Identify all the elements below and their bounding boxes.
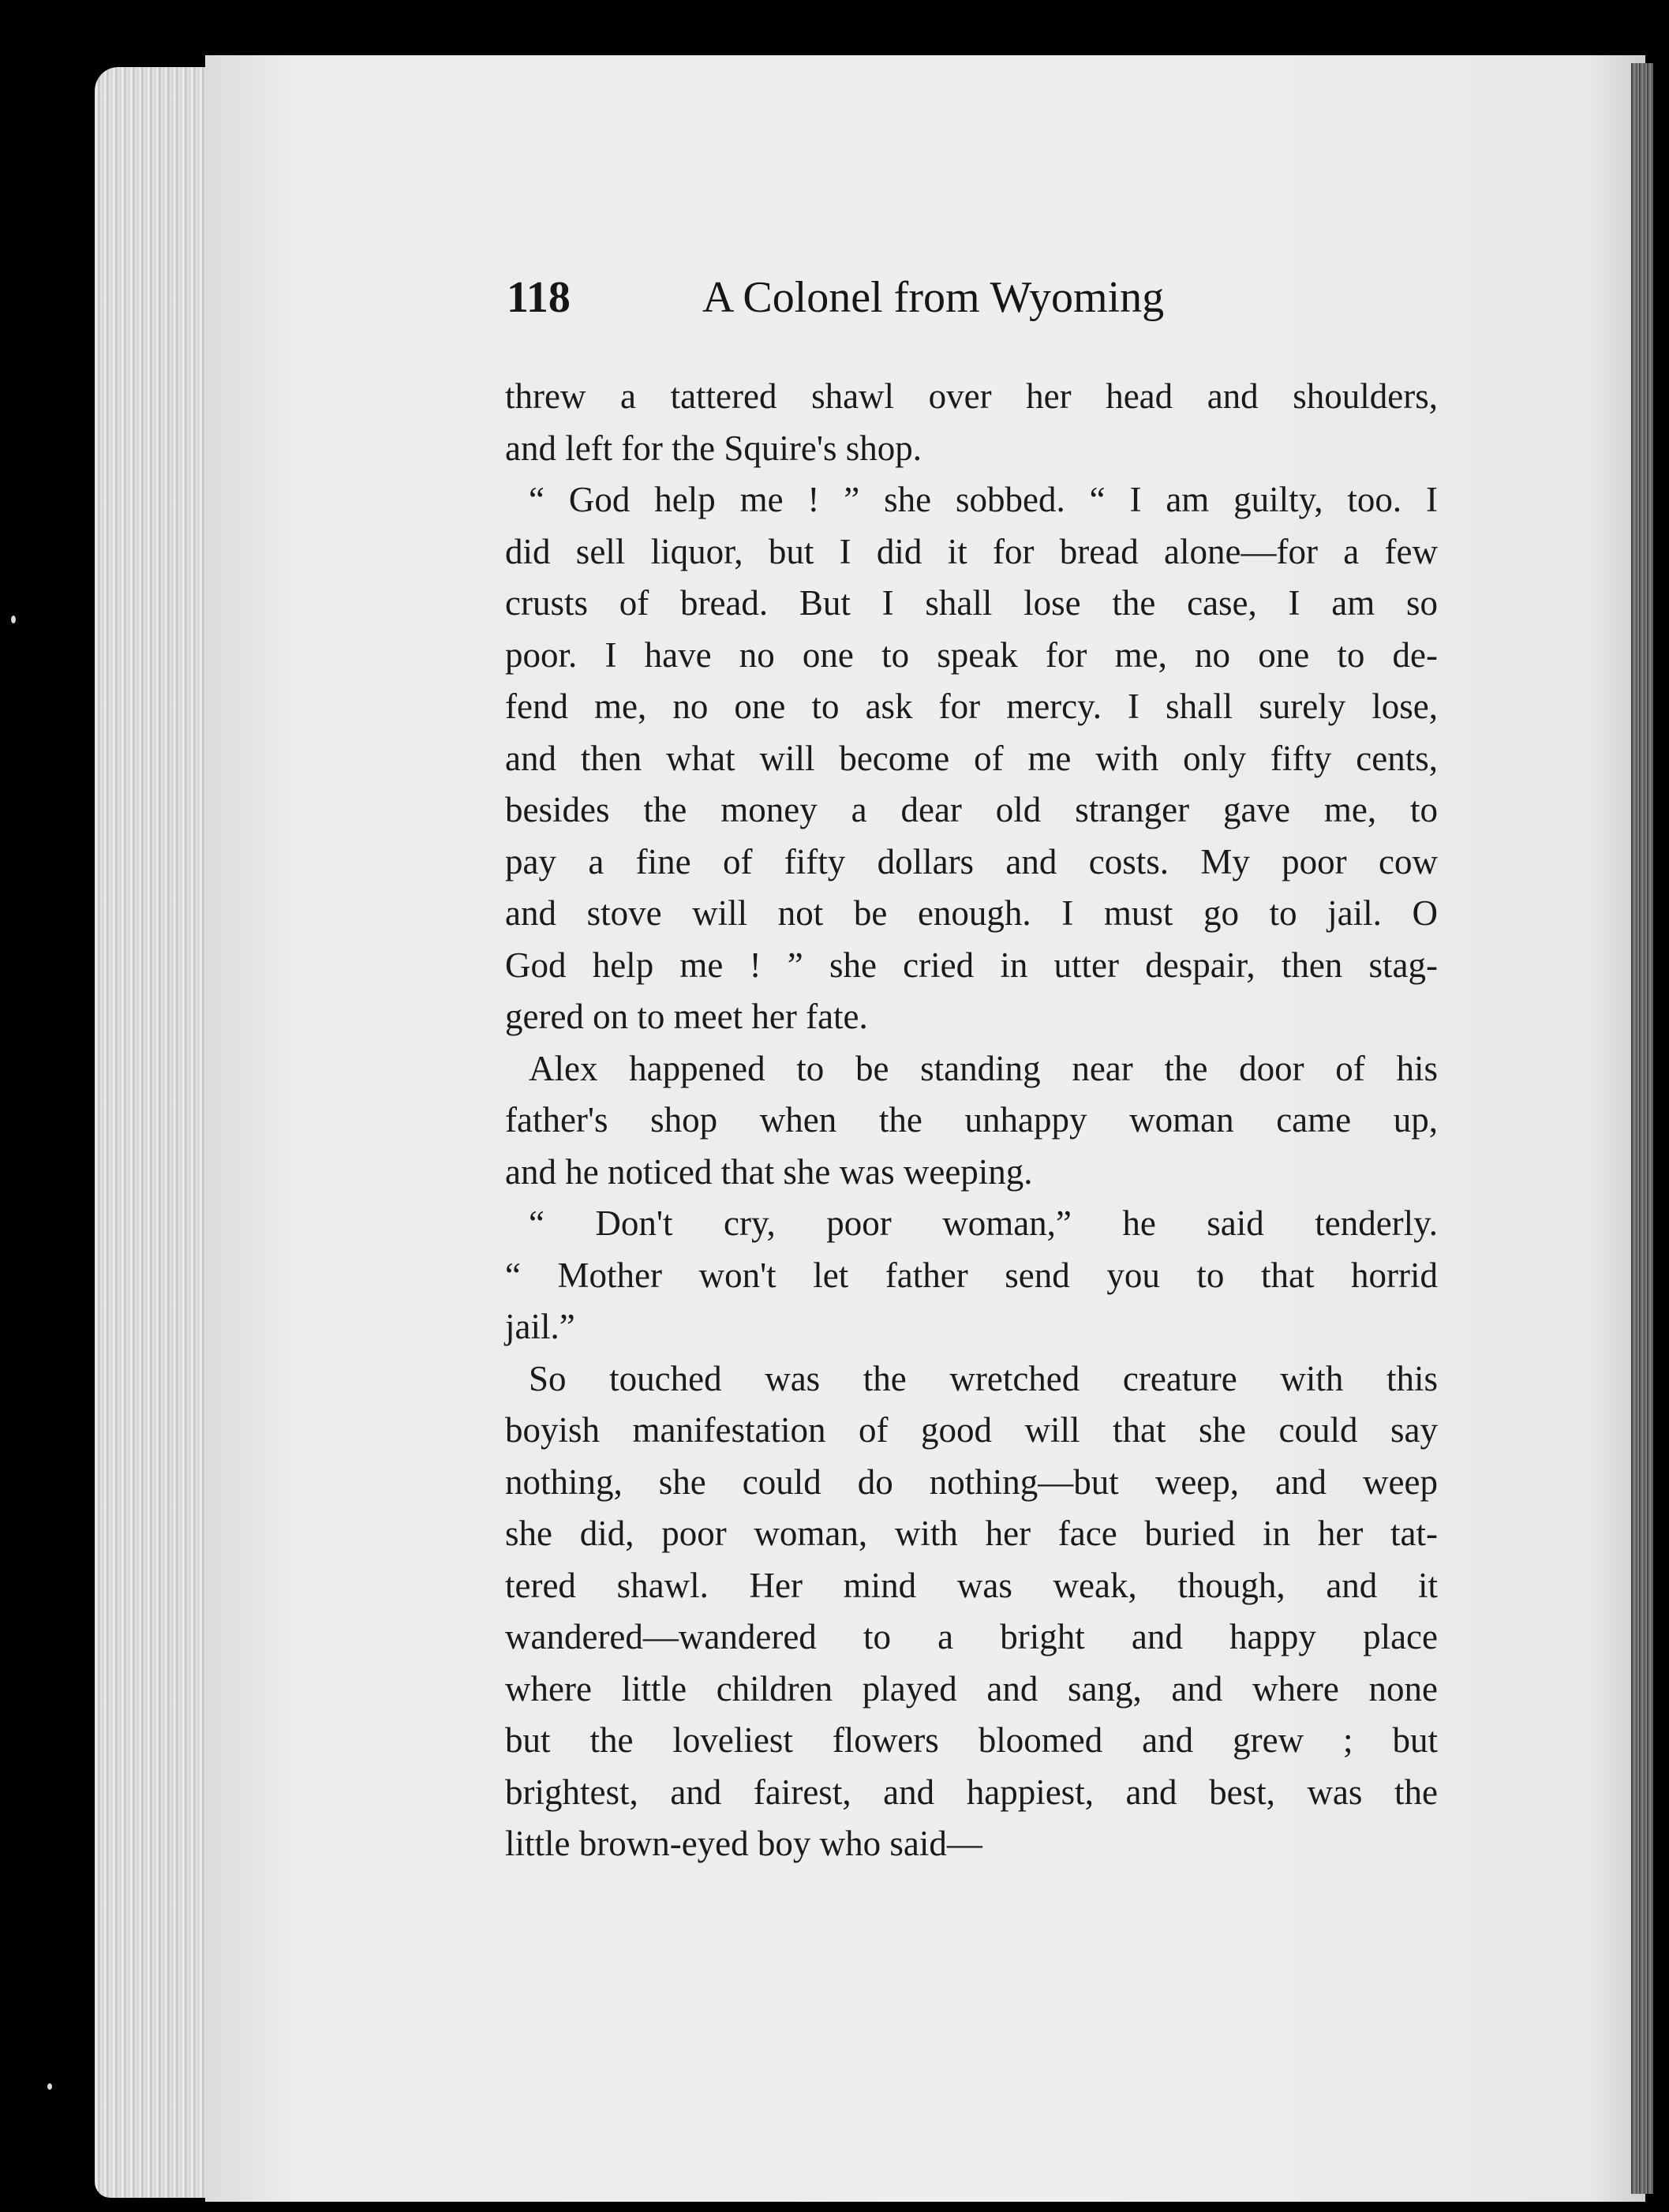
- text-line: father's shop when the unhappy woman came up,: [505, 1100, 1438, 1140]
- text-line: Alex happened to be standing near the door of his: [529, 1048, 1438, 1088]
- text-line: God help me ! ” she cried in utter despair, then stag-: [505, 945, 1438, 985]
- text-line: and then what will become of me with only fifty cents,: [505, 738, 1438, 778]
- scan-speck: [11, 616, 16, 623]
- text-line: brightest, and fairest, and happiest, and best, was the: [505, 1772, 1438, 1812]
- text-line: poor. I have no one to speak for me, no one to de-: [505, 634, 1438, 675]
- text-line: but the loveliest flowers bloomed and grew ; but: [505, 1720, 1438, 1760]
- text-line: threw a tattered shawl over her head and shoulders,: [505, 376, 1438, 416]
- text-line: she did, poor woman, with her face buried in her tat-: [505, 1514, 1438, 1553]
- text-line: wandered—wandered to a bright and happy place: [505, 1617, 1438, 1656]
- text-line: and he noticed that she was weeping.: [505, 1151, 1033, 1192]
- text-line: nothing, she could do nothing—but weep, and weep: [505, 1462, 1438, 1502]
- text-line: besides the money a dear old stranger gave me, to: [505, 790, 1438, 829]
- text-line: fend me, no one to ask for mercy. I shall surely lose,: [505, 687, 1438, 726]
- book-right-edge: [1631, 63, 1653, 2194]
- text-line: jail.”: [505, 1307, 575, 1346]
- scan-speck: [47, 2083, 52, 2090]
- body-text: [505, 371, 1438, 1870]
- text-line: boyish manifestation of good will that she could say: [505, 1410, 1438, 1450]
- text-line: So touched was the wretched creature with this: [529, 1358, 1438, 1398]
- text-line: little brown-eyed boy who said—: [505, 1824, 982, 1863]
- page-number: 118: [507, 273, 571, 322]
- text-line: crusts of bread. But I shall lose the case, I am so: [505, 583, 1438, 623]
- text-line: tered shawl. Her mind was weak, though, and it: [505, 1565, 1438, 1605]
- text-line: and left for the Squire's shop.: [505, 428, 922, 468]
- text-line: “ Don't cry, poor woman,” he said tenderly.: [529, 1203, 1438, 1243]
- running-title: A Colonel from Wyoming: [702, 273, 1165, 322]
- text-line: and stove will not be enough. I must go to jail. O: [505, 893, 1438, 933]
- text-line: “ Mother won't let father send you to that horrid: [505, 1255, 1438, 1295]
- text-line: pay a fine of fifty dollars and costs. My poor cow: [505, 841, 1438, 881]
- text-line: gered on to meet her fate.: [505, 997, 868, 1036]
- page-header: [507, 272, 1264, 343]
- text-line: did sell liquor, but I did it for bread alone—for a few: [505, 531, 1438, 571]
- text-line: “ God help me ! ” she sobbed. “ I am guilty, too. I: [529, 480, 1438, 519]
- text-line: where little children played and sang, and where none: [505, 1668, 1438, 1709]
